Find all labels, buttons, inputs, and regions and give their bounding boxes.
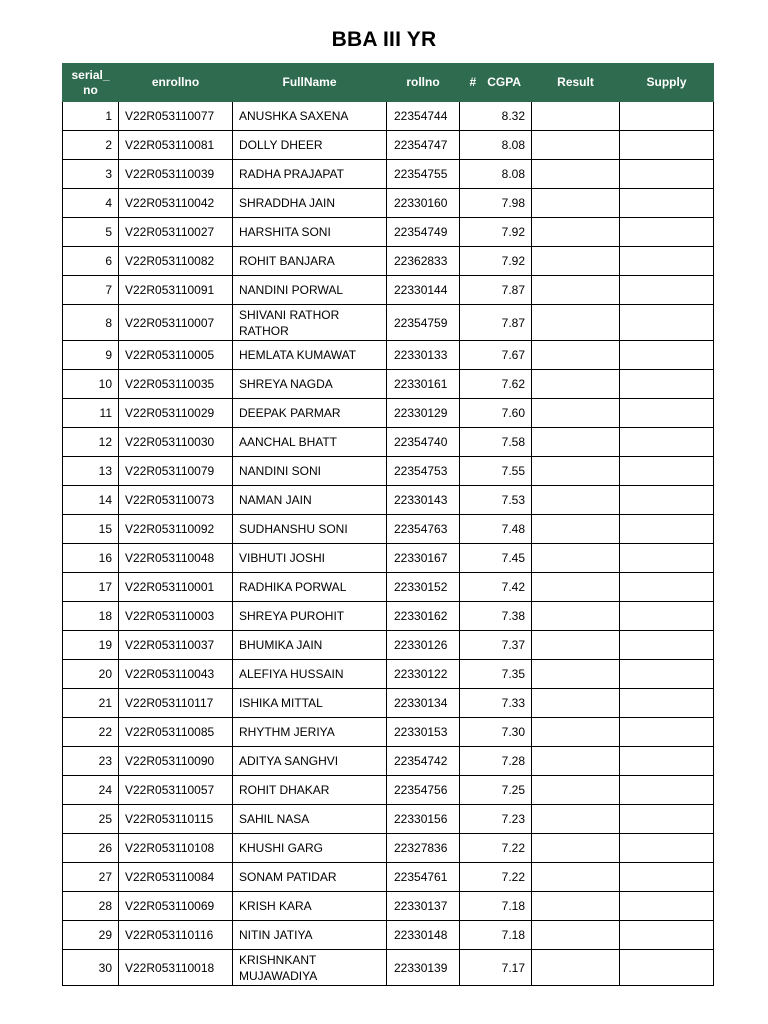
table-row bbox=[63, 660, 714, 689]
cell-enrollno: V22R053110069 bbox=[119, 892, 233, 921]
cell-fullname: RHYTHM JERIYA bbox=[233, 718, 387, 747]
cell-supply bbox=[620, 247, 714, 276]
cell-fullname: NAMAN JAIN bbox=[233, 486, 387, 515]
header-enrollno: enrollno bbox=[119, 64, 233, 102]
cell-enrollno: V22R053110117 bbox=[119, 689, 233, 718]
cell-supply bbox=[620, 276, 714, 305]
cell-serial: 10 bbox=[63, 370, 119, 399]
cell-serial: 27 bbox=[63, 863, 119, 892]
cell-fullname: NANDINI SONI bbox=[233, 457, 387, 486]
cell-supply bbox=[620, 573, 714, 602]
cell-enrollno: V22R053110057 bbox=[119, 776, 233, 805]
cell-supply bbox=[620, 189, 714, 218]
cell-serial: 4 bbox=[63, 189, 119, 218]
cell-enrollno: V22R053110079 bbox=[119, 457, 233, 486]
cell-rollno: 22354753 bbox=[387, 457, 460, 486]
cell-result bbox=[532, 399, 620, 428]
cell-serial: 19 bbox=[63, 631, 119, 660]
cell-supply bbox=[620, 515, 714, 544]
cell-result bbox=[532, 276, 620, 305]
cell-result bbox=[532, 218, 620, 247]
cell-result bbox=[532, 247, 620, 276]
cell-enrollno: V22R053110005 bbox=[119, 341, 233, 370]
cell-cgpa: 7.30 bbox=[460, 718, 532, 747]
cell-result bbox=[532, 457, 620, 486]
cell-cgpa: 7.62 bbox=[460, 370, 532, 399]
cell-fullname: ALEFIYA HUSSAIN bbox=[233, 660, 387, 689]
cell-cgpa: 7.25 bbox=[460, 776, 532, 805]
cell-supply bbox=[620, 341, 714, 370]
cell-result bbox=[532, 689, 620, 718]
cell-rollno: 22330160 bbox=[387, 189, 460, 218]
cell-fullname: SUDHANSHU SONI bbox=[233, 515, 387, 544]
table-row bbox=[63, 341, 714, 370]
cell-fullname: ISHIKA MITTAL bbox=[233, 689, 387, 718]
cell-fullname: SHIVANI RATHOR RATHOR bbox=[233, 305, 387, 341]
cell-rollno: 22354747 bbox=[387, 131, 460, 160]
cell-fullname: ANUSHKA SAXENA bbox=[233, 102, 387, 131]
cell-serial: 25 bbox=[63, 805, 119, 834]
table-row bbox=[63, 486, 714, 515]
cell-rollno: 22330134 bbox=[387, 689, 460, 718]
cell-serial: 2 bbox=[63, 131, 119, 160]
cell-result bbox=[532, 660, 620, 689]
table-row bbox=[63, 805, 714, 834]
cell-result bbox=[532, 718, 620, 747]
cell-rollno: 22354742 bbox=[387, 747, 460, 776]
table-row bbox=[63, 747, 714, 776]
cell-supply bbox=[620, 921, 714, 950]
cell-serial: 6 bbox=[63, 247, 119, 276]
cell-result bbox=[532, 189, 620, 218]
cell-serial: 17 bbox=[63, 573, 119, 602]
table-row bbox=[63, 602, 714, 631]
cell-fullname: HEMLATA KUMAWAT bbox=[233, 341, 387, 370]
cell-supply bbox=[620, 776, 714, 805]
cell-fullname: ROHIT BANJARA bbox=[233, 247, 387, 276]
cell-cgpa: 7.92 bbox=[460, 218, 532, 247]
cell-result bbox=[532, 428, 620, 457]
cell-enrollno: V22R053110027 bbox=[119, 218, 233, 247]
cell-serial: 9 bbox=[63, 341, 119, 370]
cell-fullname: NANDINI PORWAL bbox=[233, 276, 387, 305]
cell-enrollno: V22R053110081 bbox=[119, 131, 233, 160]
cell-cgpa: 7.98 bbox=[460, 189, 532, 218]
header-rollno: rollno bbox=[387, 64, 460, 102]
cell-serial: 14 bbox=[63, 486, 119, 515]
cell-enrollno: V22R053110042 bbox=[119, 189, 233, 218]
cell-result bbox=[532, 863, 620, 892]
cell-supply bbox=[620, 131, 714, 160]
cell-cgpa: 7.60 bbox=[460, 399, 532, 428]
cell-enrollno: V22R053110035 bbox=[119, 370, 233, 399]
header-hash: # bbox=[469, 75, 477, 89]
table-row bbox=[63, 189, 714, 218]
cell-enrollno: V22R053110018 bbox=[119, 950, 233, 986]
cell-result bbox=[532, 102, 620, 131]
cell-result bbox=[532, 805, 620, 834]
cell-fullname: DEEPAK PARMAR bbox=[233, 399, 387, 428]
cell-result bbox=[532, 544, 620, 573]
cell-rollno: 22330167 bbox=[387, 544, 460, 573]
cell-cgpa: 7.67 bbox=[460, 341, 532, 370]
cell-supply bbox=[620, 399, 714, 428]
cell-fullname: ADITYA SANGHVI bbox=[233, 747, 387, 776]
cell-result bbox=[532, 515, 620, 544]
cell-enrollno: V22R053110116 bbox=[119, 921, 233, 950]
cell-fullname: HARSHITA SONI bbox=[233, 218, 387, 247]
cell-enrollno: V22R053110003 bbox=[119, 602, 233, 631]
cell-enrollno: V22R053110092 bbox=[119, 515, 233, 544]
cell-enrollno: V22R053110115 bbox=[119, 805, 233, 834]
cell-rollno: 22354759 bbox=[387, 305, 460, 341]
cell-supply bbox=[620, 218, 714, 247]
cell-cgpa: 7.45 bbox=[460, 544, 532, 573]
table-row bbox=[63, 131, 714, 160]
cell-rollno: 22362833 bbox=[387, 247, 460, 276]
cell-cgpa: 7.53 bbox=[460, 486, 532, 515]
cell-cgpa: 7.92 bbox=[460, 247, 532, 276]
cell-fullname: DOLLY DHEER bbox=[233, 131, 387, 160]
table-row bbox=[63, 718, 714, 747]
cell-cgpa: 7.42 bbox=[460, 573, 532, 602]
cell-serial: 28 bbox=[63, 892, 119, 921]
cell-cgpa: 7.55 bbox=[460, 457, 532, 486]
cell-supply bbox=[620, 160, 714, 189]
cell-serial: 26 bbox=[63, 834, 119, 863]
cell-fullname: KHUSHI GARG bbox=[233, 834, 387, 863]
cell-result bbox=[532, 131, 620, 160]
cell-cgpa: 7.18 bbox=[460, 892, 532, 921]
cell-serial: 5 bbox=[63, 218, 119, 247]
table-row bbox=[63, 689, 714, 718]
cell-fullname: VIBHUTI JOSHI bbox=[233, 544, 387, 573]
cell-supply bbox=[620, 834, 714, 863]
cell-rollno: 22330156 bbox=[387, 805, 460, 834]
cell-serial: 3 bbox=[63, 160, 119, 189]
cell-rollno: 22354756 bbox=[387, 776, 460, 805]
cell-supply bbox=[620, 718, 714, 747]
cell-supply bbox=[620, 370, 714, 399]
cell-enrollno: V22R053110039 bbox=[119, 160, 233, 189]
header-row bbox=[63, 64, 714, 102]
cell-fullname: SHREYA PUROHIT bbox=[233, 602, 387, 631]
cell-rollno: 22327836 bbox=[387, 834, 460, 863]
table-row bbox=[63, 247, 714, 276]
cell-cgpa: 8.32 bbox=[460, 102, 532, 131]
cell-fullname: SAHIL NASA bbox=[233, 805, 387, 834]
cell-supply bbox=[620, 486, 714, 515]
cell-cgpa: 7.37 bbox=[460, 631, 532, 660]
header-cgpa-label: CGPA bbox=[487, 75, 521, 89]
cell-enrollno: V22R053110085 bbox=[119, 718, 233, 747]
table-row bbox=[63, 631, 714, 660]
header-supply: Supply bbox=[620, 64, 714, 102]
cell-cgpa: 7.18 bbox=[460, 921, 532, 950]
table-row bbox=[63, 863, 714, 892]
cell-supply bbox=[620, 660, 714, 689]
cell-enrollno: V22R053110108 bbox=[119, 834, 233, 863]
cell-serial: 15 bbox=[63, 515, 119, 544]
cell-cgpa: 7.35 bbox=[460, 660, 532, 689]
cell-rollno: 22330144 bbox=[387, 276, 460, 305]
cell-serial: 24 bbox=[63, 776, 119, 805]
cell-rollno: 22354755 bbox=[387, 160, 460, 189]
cell-serial: 20 bbox=[63, 660, 119, 689]
page-title: BBA III YR bbox=[331, 28, 437, 51]
table-row bbox=[63, 457, 714, 486]
table-row bbox=[63, 515, 714, 544]
cell-fullname: SHRADDHA JAIN bbox=[233, 189, 387, 218]
cell-cgpa: 7.48 bbox=[460, 515, 532, 544]
cell-fullname: RADHA PRAJAPAT bbox=[233, 160, 387, 189]
cell-result bbox=[532, 747, 620, 776]
table-row bbox=[63, 950, 714, 986]
cell-cgpa: 7.38 bbox=[460, 602, 532, 631]
cell-serial: 13 bbox=[63, 457, 119, 486]
cell-rollno: 22330143 bbox=[387, 486, 460, 515]
cell-supply bbox=[620, 428, 714, 457]
cell-serial: 8 bbox=[63, 305, 119, 341]
cell-fullname: SONAM PATIDAR bbox=[233, 863, 387, 892]
cell-serial: 1 bbox=[63, 102, 119, 131]
cell-supply bbox=[620, 805, 714, 834]
cell-supply bbox=[620, 863, 714, 892]
table-row bbox=[63, 573, 714, 602]
cell-enrollno: V22R053110030 bbox=[119, 428, 233, 457]
cell-cgpa: 8.08 bbox=[460, 131, 532, 160]
cell-enrollno: V22R053110073 bbox=[119, 486, 233, 515]
cell-supply bbox=[620, 305, 714, 341]
table-body bbox=[63, 102, 714, 986]
cell-rollno: 22330161 bbox=[387, 370, 460, 399]
header-fullname: FullName bbox=[233, 64, 387, 102]
cell-rollno: 22330133 bbox=[387, 341, 460, 370]
cell-result bbox=[532, 921, 620, 950]
cell-enrollno: V22R053110029 bbox=[119, 399, 233, 428]
cell-result bbox=[532, 950, 620, 986]
table-row bbox=[63, 276, 714, 305]
header-result: Result bbox=[532, 64, 620, 102]
cell-cgpa: 8.08 bbox=[460, 160, 532, 189]
table-row bbox=[63, 399, 714, 428]
table-row bbox=[63, 428, 714, 457]
table-row bbox=[63, 544, 714, 573]
cell-enrollno: V22R053110048 bbox=[119, 544, 233, 573]
results-table bbox=[62, 63, 714, 986]
cell-cgpa: 7.22 bbox=[460, 863, 532, 892]
cell-cgpa: 7.58 bbox=[460, 428, 532, 457]
cell-serial: 21 bbox=[63, 689, 119, 718]
cell-enrollno: V22R053110084 bbox=[119, 863, 233, 892]
cell-rollno: 22330126 bbox=[387, 631, 460, 660]
cell-rollno: 22330122 bbox=[387, 660, 460, 689]
cell-supply bbox=[620, 689, 714, 718]
cell-rollno: 22330139 bbox=[387, 950, 460, 986]
cell-enrollno: V22R053110043 bbox=[119, 660, 233, 689]
table-row bbox=[63, 892, 714, 921]
cell-enrollno: V22R053110077 bbox=[119, 102, 233, 131]
cell-supply bbox=[620, 457, 714, 486]
cell-enrollno: V22R053110007 bbox=[119, 305, 233, 341]
cell-rollno: 22354749 bbox=[387, 218, 460, 247]
cell-cgpa: 7.87 bbox=[460, 276, 532, 305]
cell-fullname: SHREYA NAGDA bbox=[233, 370, 387, 399]
cell-serial: 7 bbox=[63, 276, 119, 305]
cell-rollno: 22330153 bbox=[387, 718, 460, 747]
cell-supply bbox=[620, 892, 714, 921]
cell-cgpa: 7.22 bbox=[460, 834, 532, 863]
cell-result bbox=[532, 305, 620, 341]
cell-cgpa: 7.33 bbox=[460, 689, 532, 718]
cell-rollno: 22354744 bbox=[387, 102, 460, 131]
cell-result bbox=[532, 341, 620, 370]
table-row bbox=[63, 305, 714, 341]
cell-rollno: 22330152 bbox=[387, 573, 460, 602]
cell-fullname: KRISH KARA bbox=[233, 892, 387, 921]
cell-result bbox=[532, 370, 620, 399]
cell-supply bbox=[620, 544, 714, 573]
table-row bbox=[63, 160, 714, 189]
cell-rollno: 22330148 bbox=[387, 921, 460, 950]
cell-supply bbox=[620, 747, 714, 776]
table-row bbox=[63, 218, 714, 247]
table-row bbox=[63, 776, 714, 805]
cell-serial: 29 bbox=[63, 921, 119, 950]
cell-cgpa: 7.23 bbox=[460, 805, 532, 834]
table-row bbox=[63, 921, 714, 950]
cell-fullname: BHUMIKA JAIN bbox=[233, 631, 387, 660]
cell-rollno: 22330162 bbox=[387, 602, 460, 631]
cell-serial: 22 bbox=[63, 718, 119, 747]
header-serial: serial_ no bbox=[63, 64, 119, 102]
cell-cgpa: 7.28 bbox=[460, 747, 532, 776]
table-row bbox=[63, 834, 714, 863]
cell-fullname: KRISHNKANT MUJAWADIYA bbox=[233, 950, 387, 986]
cell-fullname: RADHIKA PORWAL bbox=[233, 573, 387, 602]
cell-result bbox=[532, 160, 620, 189]
cell-enrollno: V22R053110082 bbox=[119, 247, 233, 276]
table-header bbox=[63, 64, 714, 102]
cell-rollno: 22330137 bbox=[387, 892, 460, 921]
cell-result bbox=[532, 486, 620, 515]
cell-supply bbox=[620, 631, 714, 660]
cell-serial: 11 bbox=[63, 399, 119, 428]
header-cgpa bbox=[460, 64, 532, 102]
cell-rollno: 22354763 bbox=[387, 515, 460, 544]
table-row bbox=[63, 370, 714, 399]
cell-rollno: 22354761 bbox=[387, 863, 460, 892]
cell-result bbox=[532, 573, 620, 602]
cell-supply bbox=[620, 602, 714, 631]
cell-serial: 16 bbox=[63, 544, 119, 573]
cell-fullname: NITIN JATIYA bbox=[233, 921, 387, 950]
cell-serial: 23 bbox=[63, 747, 119, 776]
cell-supply bbox=[620, 102, 714, 131]
cell-fullname: AANCHAL BHATT bbox=[233, 428, 387, 457]
cell-rollno: 22330129 bbox=[387, 399, 460, 428]
cell-result bbox=[532, 631, 620, 660]
cell-serial: 30 bbox=[63, 950, 119, 986]
cell-supply bbox=[620, 950, 714, 986]
cell-result bbox=[532, 892, 620, 921]
cell-cgpa: 7.87 bbox=[460, 305, 532, 341]
cell-result bbox=[532, 834, 620, 863]
cell-cgpa: 7.17 bbox=[460, 950, 532, 986]
table-row bbox=[63, 102, 714, 131]
cell-result bbox=[532, 602, 620, 631]
cell-rollno: 22354740 bbox=[387, 428, 460, 457]
cell-serial: 18 bbox=[63, 602, 119, 631]
cell-enrollno: V22R053110091 bbox=[119, 276, 233, 305]
cell-enrollno: V22R053110037 bbox=[119, 631, 233, 660]
cell-result bbox=[532, 776, 620, 805]
cell-enrollno: V22R053110090 bbox=[119, 747, 233, 776]
cell-enrollno: V22R053110001 bbox=[119, 573, 233, 602]
cell-fullname: ROHIT DHAKAR bbox=[233, 776, 387, 805]
cell-serial: 12 bbox=[63, 428, 119, 457]
